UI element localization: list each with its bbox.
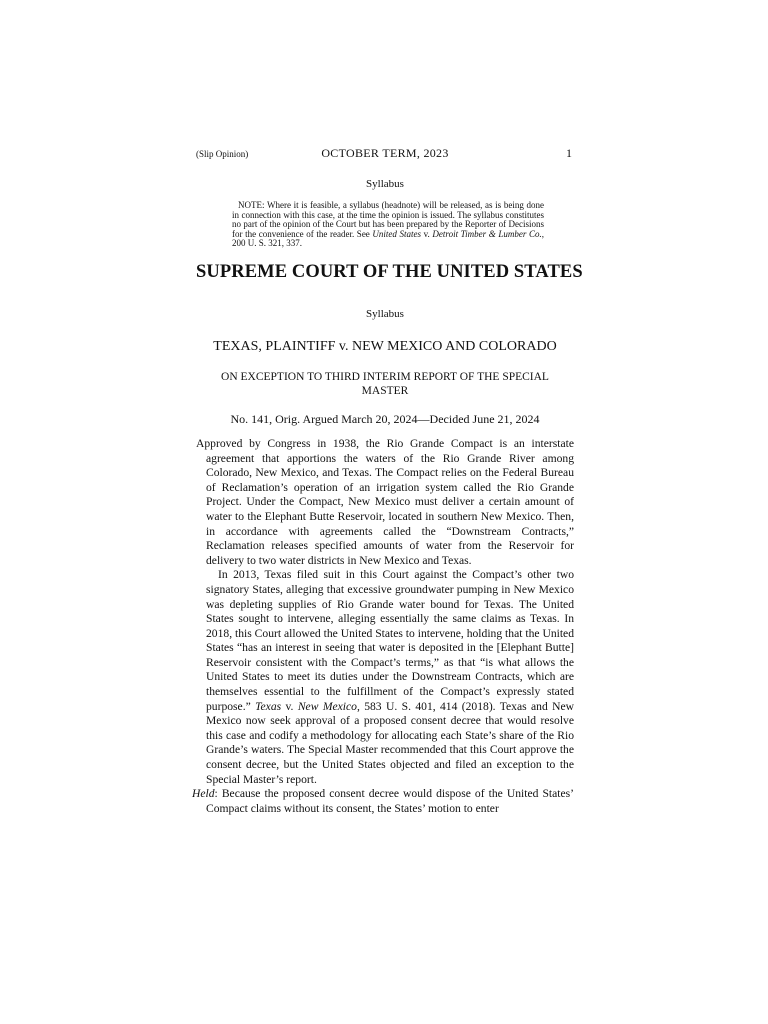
slip-opinion-page — [192, 146, 583, 816]
docket-line: No. 141, Orig. Argued March 20, 2024—Decided June 21, 2024 — [230, 411, 540, 426]
syllabus-paragraph-1: Approved by Congress in 1938, the Rio Grande Compact is an interstate agreement that apportions the waters of the Rio Grande River among Colorado, New Mexico, and Texas. The Compact relies on the Federal Bureau of Reclamation’s operation of an irrigation system called the Rio Grande Project. Under the Compact, New Mexico must deliver a certain amount of water to the Elephant Butte Reservoir, located in southern New Mexico. Then, in accordance with agreements called the “Downstream Contracts,” Reclamation releases specified amounts of water from the Reservoir for delivery to two water districts in New Mexico and Texas. — [196, 436, 574, 567]
exception-heading: ON EXCEPTION TO THIRD INTERIM REPORT OF THE SPECIAL MASTER — [221, 370, 549, 398]
held-label: Held — [192, 787, 215, 801]
court-title: SUPREME COURT OF THE UNITED STATES — [196, 261, 583, 282]
slip-opinion-label: (Slip Opinion) — [196, 149, 249, 159]
note-case-name: United States — [372, 228, 422, 239]
paragraph-2-continued: , 583 U. S. 401, 414 (2018). Texas and New Mexico now seek approval of a proposed consent decree that would resolve this case and codify a methodology for allocating each State’s share of the Rio Grande’s waters. The Special Master recommended that this Court approve the consent decree, but the United States objected and filed an exception to the Special Master’s report. — [206, 699, 575, 786]
citation-versus: v. — [281, 699, 298, 713]
held-paragraph — [192, 787, 574, 816]
running-head — [196, 146, 574, 164]
note-versus: v. — [421, 228, 433, 239]
page-number: 1 — [566, 146, 572, 160]
note-case-name-2: Detroit Timber & Lumber Co. — [432, 228, 542, 239]
note-citation: , 200 U. S. 321, 337. — [232, 228, 544, 249]
citation-case-a: Texas — [255, 699, 282, 713]
syllabus-paragraph-2 — [196, 568, 574, 787]
syllabus-label-mid: Syllabus — [366, 307, 404, 320]
term-label: OCTOBER TERM, 2023 — [321, 146, 449, 160]
reporter-note — [232, 201, 544, 249]
citation-case-b: New Mexico — [297, 699, 357, 713]
case-title: TEXAS, PLAINTIFF v. NEW MEXICO AND COLORADO — [213, 338, 557, 354]
paragraph-2-text: In 2013, Texas filed suit in this Court against the Compact’s other two signatory States, alleging that excessive groundwater pumping in New Mexico was depleting supplies of Rio Grande water bound for Texas. The United States sought to intervene, alleging essentially the same claims as Texas. In 2018, this Court allowed the United States to intervene, holding that the United States “has an interest in seeing that water is deposited in the [Elephant Butte] Reservoir consistent with the Compact’s terms,” as that “is what allows the United States to meet its duties under the Downstream Contracts, which are themselves essential to the fulfillment of the Compact’s expressly stated purpose.” — [206, 568, 574, 713]
syllabus-label-top: Syllabus — [366, 178, 404, 190]
held-text: : Because the proposed consent decree would dispose of the United States’ Compact claims without its consent, the States’ motion to enter — [206, 787, 574, 815]
syllabus-body — [192, 436, 575, 816]
note-text: NOTE: Where it is feasible, a syllabus (headnote) will be released, as is being done in connection with this case, at the time the opinion is issued. The syllabus constitutes no part of the opinion of the Court but has been prepared by the Reporter of Decisions for the convenience of the reader. See — [232, 200, 544, 239]
